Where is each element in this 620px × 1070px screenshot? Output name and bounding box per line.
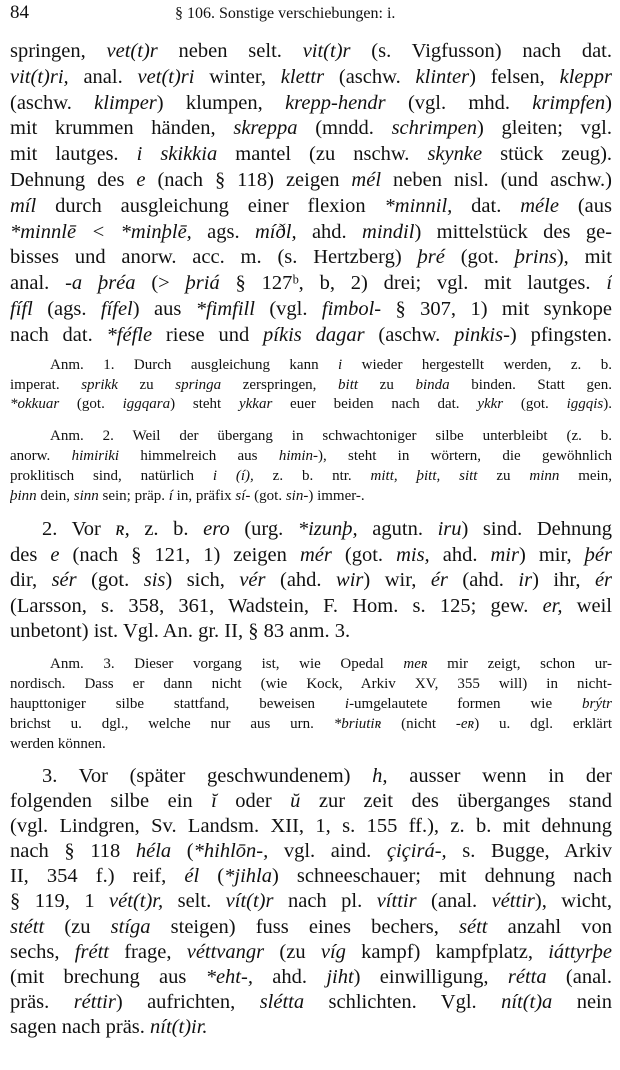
text-run: (aschw.: [364, 323, 455, 346]
text-run: (mndd.: [297, 117, 392, 140]
text-run: (ahd.: [265, 569, 337, 592]
text-run: selt.: [163, 890, 226, 913]
italic-term: ér: [594, 569, 612, 592]
italic-term: minn: [529, 468, 560, 484]
text-line: [10, 764, 612, 789]
text-run: agutn.: [357, 518, 438, 540]
text-run: mir zeigt, schon ur-: [427, 656, 612, 672]
italic-term: mis,: [396, 543, 430, 566]
italic-term: vit(t)ri,: [10, 65, 69, 88]
text-run: (vgl.: [254, 297, 322, 320]
italic-term: mér: [299, 543, 332, 566]
italic-term: e: [50, 543, 60, 566]
text-run: 2. Vor: [42, 518, 116, 540]
text-line: [10, 466, 612, 486]
text-run: (aus: [558, 194, 612, 217]
text-run: neben nisl. (und aschw.): [381, 168, 612, 191]
text-line: [10, 543, 612, 569]
italic-term: *fimfill: [195, 297, 255, 320]
text-run: ahd.: [296, 220, 363, 243]
italic-term: vít(t)r: [225, 890, 274, 913]
text-run: (got.: [59, 396, 123, 412]
paragraph-1: [10, 39, 612, 349]
italic-term: vét(t)r,: [109, 890, 164, 913]
text-run: folgenden silbe ein: [10, 790, 212, 813]
text-line: [10, 568, 612, 594]
text-line: [10, 990, 612, 1015]
italic-term: *eht-,: [205, 965, 253, 988]
text-run: nach pl.: [273, 890, 377, 913]
italic-term: e: [136, 168, 146, 191]
italic-term: ir: [518, 569, 533, 592]
text-run: ahd.: [252, 965, 327, 988]
text-run: weil: [562, 594, 612, 617]
text-run: brichst u. dgl., welche nur aus urn.: [10, 716, 334, 732]
note-anm-2: [10, 426, 612, 506]
italic-term: sí-: [235, 488, 251, 504]
italic-term: nít(t)ir.: [150, 1015, 208, 1038]
italic-term: sinn: [73, 488, 99, 504]
italic-term: í: [606, 272, 612, 295]
italic-term: nít(t)a: [501, 990, 553, 1013]
italic-term: ero: [203, 518, 230, 540]
text-line: [10, 486, 612, 506]
italic-term: í: [168, 488, 173, 504]
text-line: [10, 714, 612, 734]
text-run: nach § 118: [10, 840, 136, 863]
italic-term: stétt: [10, 915, 45, 938]
italic-term: míðl,: [255, 220, 297, 243]
text-run: schlichten. Vgl.: [304, 990, 502, 1013]
text-run: Anm. 1. Durch ausgleichung kann: [50, 357, 339, 373]
text-run: (nach § 121, 1) zeigen: [59, 543, 300, 566]
text-run: Anm. 2. Weil der übergang in schwachtoniger silbe unterbleibt (z. b.: [50, 428, 612, 444]
text-run: [142, 143, 160, 165]
italic-term: bitt: [338, 376, 359, 393]
text-line: [10, 395, 612, 415]
italic-term: sér: [51, 569, 77, 592]
italic-term: jiht: [326, 965, 354, 988]
italic-term: iggqara: [122, 396, 171, 412]
text-line: [10, 426, 612, 446]
text-run: ) aufrichten,: [115, 990, 260, 1013]
text-run: s. Bugge, Arkiv: [446, 840, 612, 863]
text-run: winter,: [194, 65, 281, 88]
text-run: (got.: [444, 246, 515, 269]
italic-term: i (í),: [212, 468, 254, 484]
italic-term: iru: [437, 518, 462, 540]
italic-term: sprikk: [81, 376, 118, 393]
italic-term: i: [344, 696, 350, 712]
italic-term: iáttyrþe: [548, 940, 612, 963]
text-line: [10, 220, 612, 246]
text-line: [10, 694, 612, 714]
text-run: dat.: [452, 194, 521, 217]
italic-term: héla: [135, 840, 172, 863]
text-run: (got.: [76, 569, 144, 592]
italic-term: schrimpen: [391, 117, 477, 140]
italic-term: skreppa: [233, 117, 298, 140]
italic-term: kleppr: [559, 65, 612, 88]
text-run: § 127ᵇ, b, 2) drei; vgl. mit lautges.: [219, 272, 607, 295]
text-run: (vgl. mhd.: [385, 91, 533, 114]
text-run: (ahd.: [447, 569, 519, 592]
text-run: (aschw.: [10, 91, 95, 114]
text-run: ) mir,: [518, 543, 585, 566]
text-line: [10, 1015, 612, 1040]
italic-term: pinkis-: [454, 323, 510, 346]
text-run: 3. Vor (später geschwundenem): [42, 765, 373, 787]
text-line: [10, 271, 612, 297]
italic-term: sétt: [459, 915, 488, 938]
text-run: ), steht in wörtern, die gewöhnlich: [317, 448, 612, 464]
text-run: -umgelautete formen wie: [349, 696, 582, 712]
text-run: anzahl von: [487, 915, 612, 938]
italic-term: i: [136, 143, 143, 166]
text-run: (got.: [331, 543, 397, 566]
text-run: himmelreich aus: [119, 448, 279, 464]
italic-term: *minnlē < *minþlē,: [10, 220, 192, 243]
text-run: (anal.: [416, 890, 492, 913]
text-line: [10, 965, 612, 990]
italic-term: skikkia: [160, 143, 218, 166]
note-anm-3: [10, 654, 612, 754]
text-line: [10, 889, 612, 914]
text-line: [10, 619, 612, 645]
text-run: ) klumpen,: [156, 91, 286, 114]
text-run: mein,: [559, 468, 612, 484]
text-run: anal.: [68, 65, 138, 88]
text-run: zur zeit des überganges stand: [300, 790, 612, 813]
text-run: bisses und anorw. acc. m. (s. Hertzberg): [10, 246, 418, 269]
text-line: [10, 594, 612, 620]
italic-term: mindil: [362, 220, 415, 243]
text-run: ) mittelstück des ge-: [414, 220, 612, 243]
text-run: ) immer-.: [308, 488, 365, 504]
italic-term: ykkr: [477, 396, 504, 412]
italic-term: þriá: [185, 272, 220, 295]
text-run: (anal.: [546, 965, 612, 988]
italic-term: himiriki: [71, 448, 120, 464]
text-run: (mit brechung aus: [10, 965, 206, 988]
text-run: ) sich,: [165, 569, 240, 592]
text-line: [10, 940, 612, 965]
text-line: [10, 39, 612, 65]
text-run: (>: [135, 272, 186, 295]
text-run: sechs,: [10, 940, 75, 963]
italic-term: *jihla: [224, 865, 272, 888]
text-line: [10, 674, 612, 694]
text-run: § 307, 1) mit synkope: [381, 297, 612, 320]
italic-term: frétt: [74, 940, 109, 963]
text-run: proklitisch sind, natürlich: [10, 468, 213, 484]
text-run: (ags.: [32, 297, 101, 320]
italic-term: þré: [417, 246, 445, 269]
italic-term: klettr: [280, 65, 325, 88]
italic-term: krimpfen: [532, 91, 606, 114]
text-run: ) ihr,: [532, 569, 595, 592]
text-run: präs.: [10, 990, 74, 1013]
text-line: [10, 446, 612, 466]
text-run: (urg.: [229, 518, 298, 540]
italic-term: píkis dagar: [263, 323, 365, 346]
text-run: springen,: [10, 40, 107, 62]
italic-term: vet(t)r: [106, 40, 158, 62]
text-run: (got.: [250, 488, 286, 504]
italic-term: *hihlōn-,: [193, 840, 269, 863]
italic-term: fífl: [10, 297, 33, 320]
italic-term: ʀ,: [115, 518, 130, 540]
text-run: zu: [117, 376, 176, 393]
text-line: [10, 356, 612, 376]
italic-term: él: [184, 865, 200, 888]
text-run: ags.: [191, 220, 255, 243]
text-run: ), mit: [556, 246, 612, 269]
italic-term: slétta: [259, 990, 305, 1013]
text-run: ) steht: [170, 396, 239, 412]
text-run: ) wir,: [363, 569, 431, 592]
italic-term: iggqis: [566, 396, 604, 412]
page-number: 84: [10, 2, 29, 23]
italic-term: *minnil,: [384, 194, 453, 217]
text-run: anorw.: [10, 448, 72, 464]
text-run: Dehnung des: [10, 168, 137, 191]
text-run: stück zeug).: [482, 143, 612, 166]
text-run: ), wicht,: [534, 890, 612, 913]
italic-term: fimbol-: [321, 297, 382, 320]
italic-term: míl: [10, 194, 37, 217]
italic-term: ŭ: [290, 790, 301, 813]
italic-term: wir: [336, 569, 364, 592]
italic-term: çiçirá-,: [386, 840, 447, 863]
text-line: [10, 376, 612, 396]
text-run: ) einwilligung,: [353, 965, 508, 988]
text-run: mit krummen händen,: [10, 117, 234, 140]
text-run: (: [171, 840, 194, 863]
text-line: [10, 323, 612, 349]
text-run: ) u. dgl. erklärt: [474, 716, 612, 732]
text-run: mit lautges.: [10, 143, 137, 166]
italic-term: *briutiʀ: [333, 716, 382, 732]
italic-term: *féfle: [106, 323, 153, 346]
text-run: nach dat.: [10, 323, 107, 346]
italic-term: þrins: [514, 246, 557, 269]
text-run: II, 354 f.) reif,: [10, 865, 185, 888]
running-head: § 106. Sonstige verschiebungen: i.: [175, 5, 396, 22]
text-run: ) gleiten; vgl.: [476, 117, 612, 140]
text-line: [10, 915, 612, 940]
italic-term: er,: [542, 594, 563, 617]
italic-term: -eʀ: [455, 716, 475, 732]
text-run: (vgl. Lindgren, Sv. Landsm. XII, 1, s. 155 ff.), z. b. mit dehnung: [10, 815, 612, 838]
italic-term: mél: [351, 168, 382, 191]
text-run: binden. Statt gen.: [449, 376, 612, 393]
text-line: [10, 864, 612, 889]
italic-term: ér: [430, 569, 448, 592]
italic-term: ĭ: [211, 790, 217, 813]
text-line: [10, 814, 612, 839]
italic-term: véttir: [491, 890, 535, 913]
text-line: [10, 654, 612, 674]
text-run: zu: [358, 376, 416, 393]
text-run: ) sind. Dehnung: [461, 518, 612, 540]
italic-term: vet(t)ri: [137, 65, 195, 88]
italic-term: méle: [520, 194, 559, 217]
italic-term: rétta: [507, 965, 547, 988]
italic-term: ykkar: [238, 396, 273, 412]
text-run: (zu: [44, 915, 111, 938]
italic-term: þinn: [10, 488, 37, 504]
text-run: (s. Vigfusson) nach dat.: [350, 40, 612, 62]
text-run: dir,: [10, 569, 52, 592]
italic-term: sin-: [285, 488, 309, 504]
text-run: imperat.: [10, 376, 82, 393]
italic-term: *izunþ,: [297, 518, 358, 540]
text-line: [10, 65, 612, 91]
text-run: anal.: [10, 272, 66, 295]
italic-term: springa: [175, 376, 222, 393]
text-run: z. b. ntr.: [253, 468, 371, 484]
italic-term: mitt, þitt, sitt: [370, 468, 478, 484]
italic-term: fífel: [100, 297, 133, 320]
italic-term: skynke: [427, 143, 483, 166]
text-line: [10, 142, 612, 168]
text-run: frage,: [108, 940, 187, 963]
text-run: des: [10, 543, 51, 566]
text-run: nein: [552, 990, 612, 1013]
text-run: euer beiden nach dat.: [272, 396, 478, 412]
text-run: ) felsen,: [469, 65, 560, 88]
italic-term: meʀ: [403, 656, 428, 672]
text-line: [10, 734, 612, 754]
text-line: [10, 297, 612, 323]
text-run: werden können.: [10, 736, 106, 752]
text-run: (zu: [264, 940, 321, 963]
italic-term: víttir: [376, 890, 417, 913]
text-run: z. b.: [129, 518, 204, 540]
text-line: [10, 789, 612, 814]
text-line: [10, 194, 612, 220]
text-run: (nach § 118) zeigen: [145, 168, 352, 191]
text-line: [10, 116, 612, 142]
text-run: ).: [603, 396, 612, 412]
italic-term: þér: [584, 543, 612, 566]
text-run: dein,: [36, 488, 74, 504]
text-run: unbetont) ist. Vgl. An. gr. II, § 83 anm. 3.: [10, 620, 351, 643]
italic-term: vit(t)r: [302, 40, 351, 62]
italic-term: i: [338, 357, 343, 373]
italic-term: réttir: [73, 990, 116, 1013]
text-line: [10, 168, 612, 194]
italic-term: -a þréa: [65, 272, 136, 295]
text-run: (nicht: [381, 716, 456, 732]
text-run: neben selt.: [157, 40, 303, 62]
text-run: sein; präp.: [98, 488, 169, 504]
text-run: (got.: [503, 396, 567, 412]
text-run: (: [199, 865, 225, 888]
text-line: [10, 839, 612, 864]
italic-term: himin-: [278, 448, 318, 464]
text-run: wieder hergestellt werden, z. b.: [342, 357, 612, 373]
text-run: ausser wenn in der: [387, 765, 612, 787]
text-line: [10, 517, 612, 543]
italic-term: brýtr: [581, 696, 612, 712]
text-run: sagen nach präs.: [10, 1015, 151, 1038]
text-run: haupttoniger silbe stattfand, beweisen: [10, 696, 345, 712]
text-run: ) schneeschauer; mit dehnung nach: [271, 865, 612, 888]
italic-term: h,: [372, 765, 388, 787]
text-run: (Larsson, s. 358, 361, Wadstein, F. Hom. s. 125; gew.: [10, 594, 543, 617]
italic-term: víg: [320, 940, 346, 963]
text-run: ) aus: [132, 297, 196, 320]
text-run: Anm. 3. Dieser vorgang ist, wie Opedal: [50, 656, 404, 672]
text-run: ) pfingsten.: [509, 323, 612, 346]
text-run: zerspringen,: [221, 376, 339, 393]
paragraph-2: [10, 517, 612, 645]
text-run: mantel (zu nschw.: [217, 143, 428, 166]
italic-term: stíga: [110, 915, 151, 938]
italic-term: mir: [490, 543, 519, 566]
italic-term: binda: [415, 376, 450, 393]
italic-term: *okkuar: [10, 396, 60, 412]
text-run: ahd.: [429, 543, 491, 566]
paragraph-3: [10, 764, 612, 1040]
text-run: nordisch. Dass er dann nicht (wie Kock, Arkiv XV, 355 will) in nicht-: [10, 676, 612, 692]
italic-term: klimper: [94, 91, 157, 114]
italic-term: vér: [239, 569, 266, 592]
text-run: in, präfix: [172, 488, 236, 504]
text-run: ): [605, 91, 612, 114]
text-run: riese und: [152, 323, 264, 346]
italic-term: krepp-hendr: [285, 91, 386, 114]
text-run: oder: [216, 790, 291, 813]
italic-term: sis: [143, 569, 166, 592]
italic-term: véttvangr: [186, 940, 265, 963]
text-line: [10, 91, 612, 117]
italic-term: klinter: [415, 65, 470, 88]
text-run: vgl. aind.: [268, 840, 387, 863]
text-run: durch ausgleichung einer flexion: [36, 194, 385, 217]
text-line: [10, 245, 612, 271]
text-run: § 119, 1: [10, 890, 110, 913]
text-run: zu: [477, 468, 530, 484]
text-run: kampf) kampfplatz,: [345, 940, 549, 963]
note-anm-1: [10, 356, 612, 415]
text-run: (aschw.: [324, 65, 416, 88]
text-run: steigen) fuss eines bechers,: [150, 915, 459, 938]
